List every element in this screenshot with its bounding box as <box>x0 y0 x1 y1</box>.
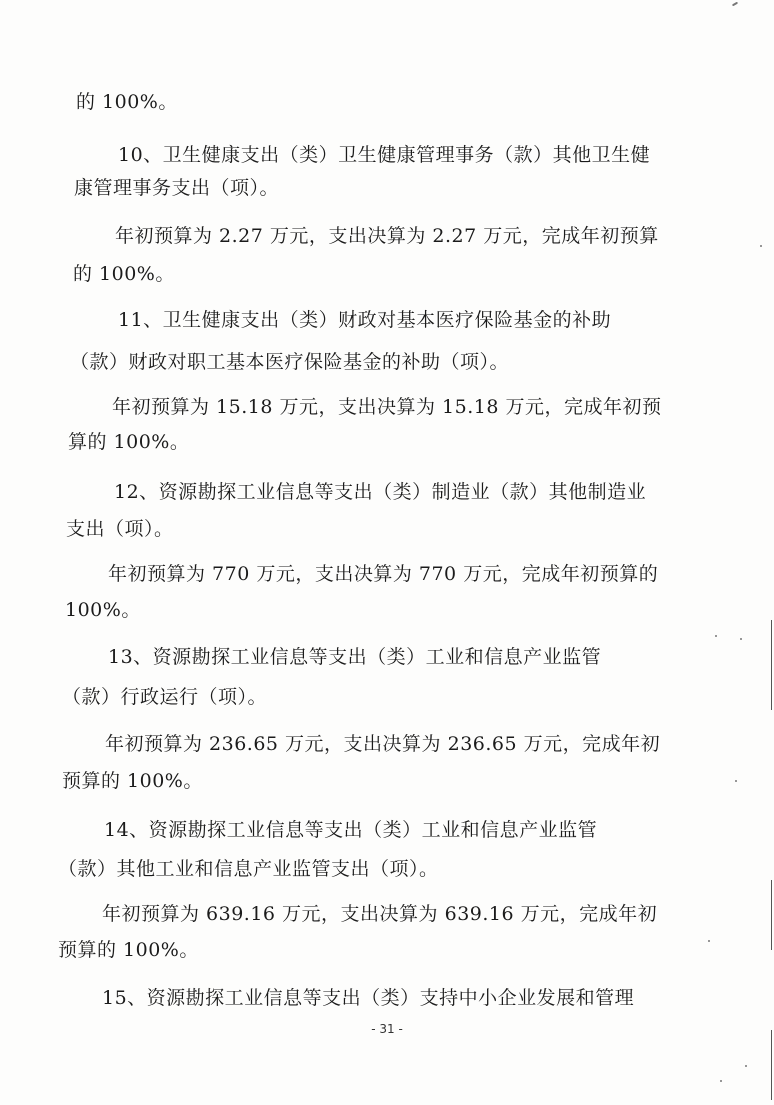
text-line: 年初预算为 2.27 万元，支出决算为 2.27 万元，完成年初预算 <box>115 225 659 247</box>
text-line: 的 100%。 <box>73 263 175 285</box>
text-line: 年初预算为 236.65 万元，支出决算为 236.65 万元，完成年初 <box>105 733 661 755</box>
item-heading: 10、卫生健康支出（类）卫生健康管理事务（款）其他卫生健 <box>118 144 651 166</box>
text-line: 预算的 100%。 <box>62 770 203 792</box>
text-line: 100%。 <box>65 599 141 621</box>
text-line: 年初预算为 15.18 万元，支出决算为 15.18 万元，完成年初预 <box>112 396 662 418</box>
text-line: 年初预算为 639.16 万元，支出决算为 639.16 万元，完成年初 <box>102 903 658 925</box>
text-line: 的 100%。 <box>76 91 178 113</box>
scan-edge-mark <box>771 880 772 950</box>
text-line: 预算的 100%。 <box>58 939 199 961</box>
scan-speck <box>745 1065 747 1067</box>
text-line: （款）其他工业和信息产业监管支出（项）。 <box>58 858 439 880</box>
scan-speck <box>760 245 762 247</box>
item-heading: 14、资源勘探工业信息等支出（类）工业和信息产业监管 <box>104 819 598 841</box>
scan-speck <box>708 940 710 942</box>
scan-edge-mark <box>771 1030 772 1100</box>
scan-edge-mark <box>771 620 772 710</box>
text-line: （款）财政对职工基本医疗保险基金的补助（项）。 <box>70 351 510 373</box>
scan-speck <box>740 638 742 640</box>
text-line: （款）行政运行（项）。 <box>62 686 268 708</box>
text-line: 算的 100%。 <box>68 431 190 453</box>
item-heading: 11、卫生健康支出（类）财政对基本医疗保险基金的补助 <box>118 309 612 331</box>
text-line: 年初预算为 770 万元，支出决算为 770 万元，完成年初预算的 <box>108 563 659 585</box>
scan-speck <box>732 2 738 7</box>
scan-speck <box>715 635 717 637</box>
text-line: 支出（项）。 <box>66 518 174 540</box>
item-heading: 12、资源勘探工业信息等支出（类）制造业（款）其他制造业 <box>114 481 647 503</box>
page-number: - 31 - <box>371 1022 403 1036</box>
scan-speck <box>720 1080 722 1082</box>
scan-speck <box>735 780 737 782</box>
item-heading: 13、资源勘探工业信息等支出（类）工业和信息产业监管 <box>108 646 602 668</box>
text-line: 康管理事务支出（项）。 <box>74 177 280 199</box>
item-heading: 15、资源勘探工业信息等支出（类）支持中小企业发展和管理 <box>102 987 635 1009</box>
